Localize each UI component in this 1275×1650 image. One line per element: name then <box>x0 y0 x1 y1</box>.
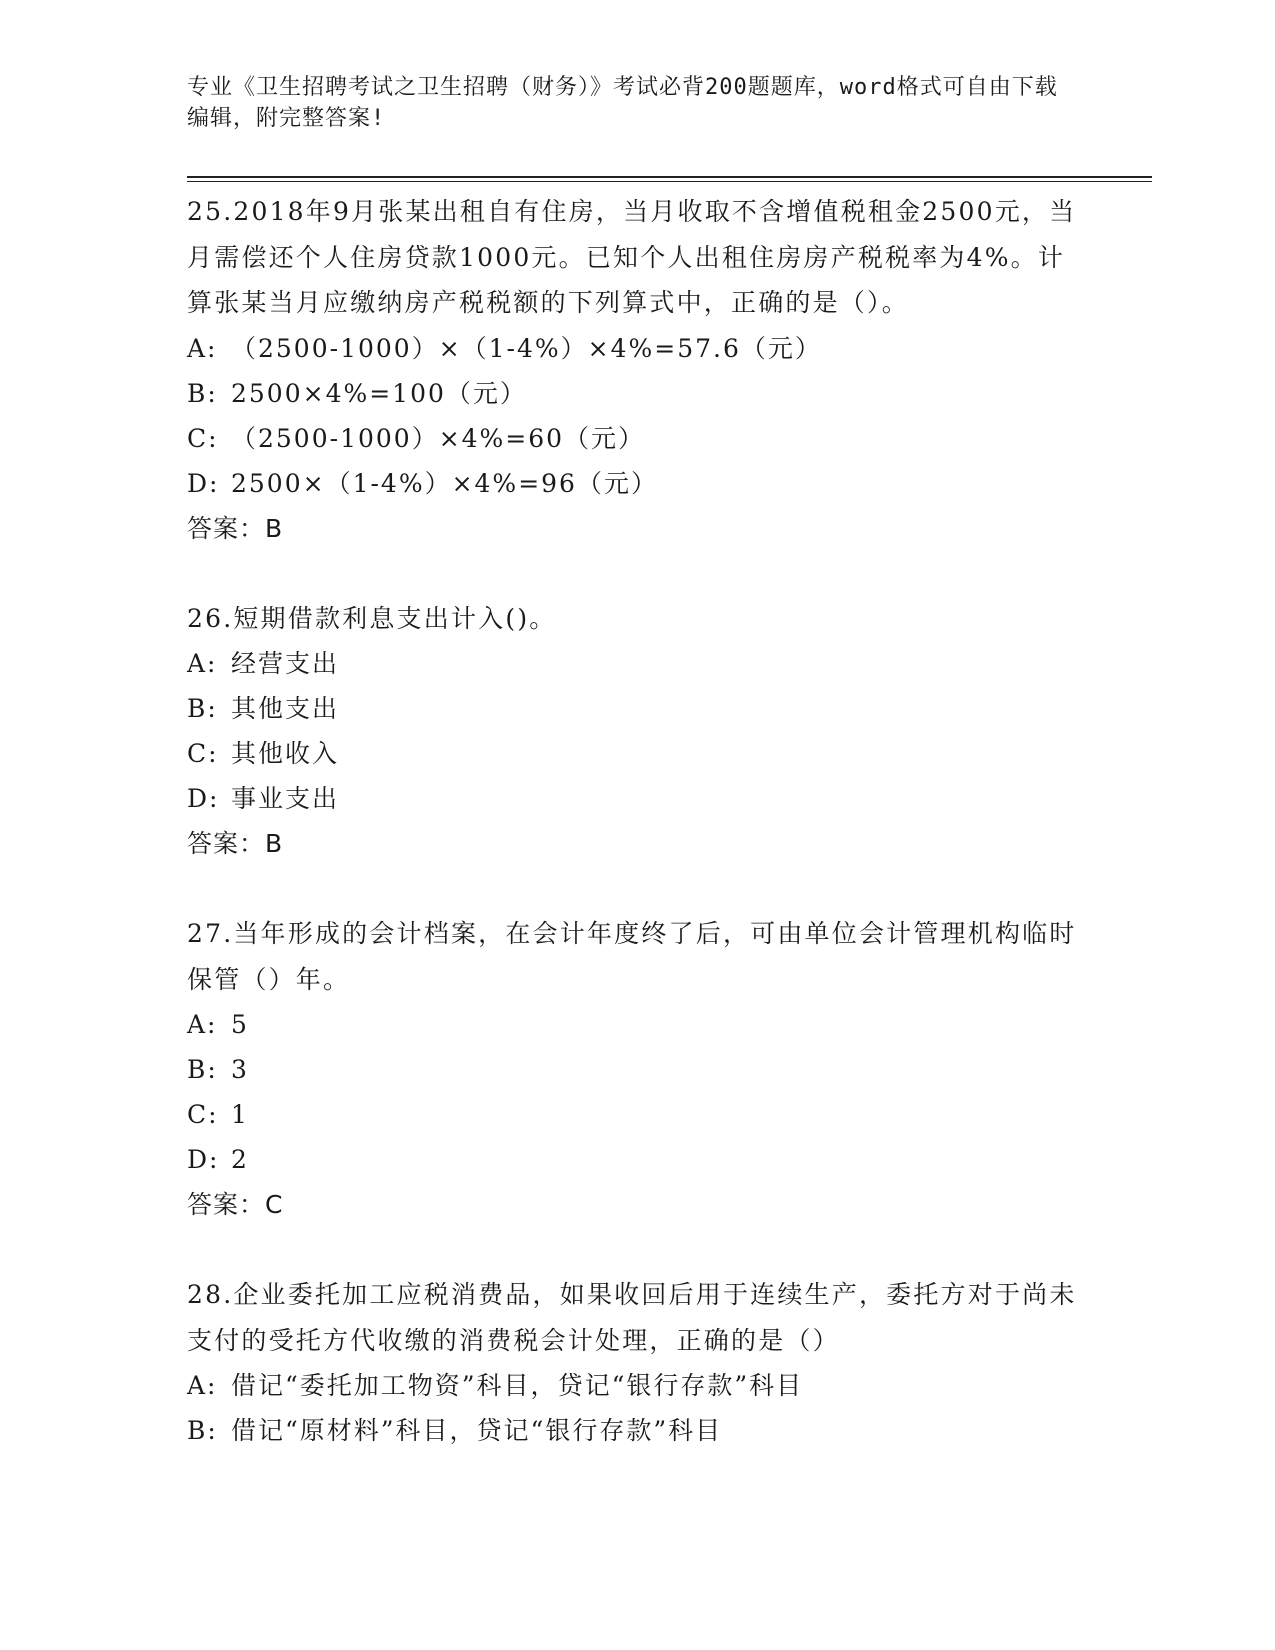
option-a <box>187 1002 1087 1047</box>
answer-line: 答案：C <box>187 1190 284 1219</box>
option-a <box>187 326 1087 371</box>
option-text: 事业支出 <box>231 784 340 813</box>
option-text: 借记“原材料”科目，贷记“银行存款”科目 <box>231 1416 723 1445</box>
option-text: 5 <box>231 1010 249 1039</box>
question-stem: 28.企业委托加工应税消费品，如果收回后用于连续生产，委托方对于尚未支付的受托方代收缴的消费税会计处理，正确的是（） <box>187 1280 1077 1355</box>
option-d <box>187 776 1087 821</box>
option-text: 借记“委托加工物资”科目，贷记“银行存款”科目 <box>231 1371 804 1400</box>
option-d <box>187 1137 1087 1182</box>
option-text: 其他收入 <box>231 739 340 768</box>
option-text: （2500-1000）×4%=60（元） <box>231 423 646 453</box>
option-label: A: <box>187 333 218 363</box>
option-label: A: <box>187 1010 218 1039</box>
option-label: A: <box>187 649 218 678</box>
option-label: B: <box>187 694 218 723</box>
question-stem: 27.当年形成的会计档案，在会计年度终了后，可由单位会计管理机构临时保管（）年。 <box>187 919 1077 994</box>
option-label: C: <box>187 1100 219 1129</box>
question-26 <box>187 596 1087 867</box>
option-label: A: <box>187 1371 218 1400</box>
option-c <box>187 1092 1087 1137</box>
option-a <box>187 641 1087 686</box>
option-text: 经营支出 <box>231 649 340 678</box>
option-text: 3 <box>231 1055 249 1084</box>
option-c <box>187 416 1087 461</box>
question-27 <box>187 911 1087 1227</box>
option-text: 1 <box>231 1100 249 1129</box>
option-label: C: <box>187 739 219 768</box>
option-label: B: <box>187 378 218 408</box>
question-stem: 26.短期借款利息支出计入()。 <box>187 603 557 633</box>
option-d <box>187 461 1087 506</box>
answer-line: 答案：B <box>187 829 284 858</box>
answer-line: 答案：B <box>187 513 284 543</box>
option-text: 2500×4%=100（元） <box>231 378 527 408</box>
option-label: D: <box>187 1145 220 1174</box>
option-c <box>187 731 1087 776</box>
question-list <box>187 189 1087 1453</box>
header-divider-thick <box>187 176 1152 178</box>
option-text: （2500-1000）×（1-4%）×4%=57.6（元） <box>231 333 822 363</box>
option-b <box>187 371 1087 416</box>
question-28 <box>187 1272 1087 1453</box>
option-text: 2 <box>231 1145 249 1174</box>
question-stem: 25.2018年9月张某出租自有住房，当月收取不含增值税租金2500元，当月需偿还个人住房贷款1000元。已知个人出租住房房产税税率为4%。计算张某当月应缴纳房产税税额的下列算式中，正确的是（）。 <box>187 197 1077 317</box>
header-divider-thin <box>187 181 1152 182</box>
option-a <box>187 1363 1087 1408</box>
option-b <box>187 1408 1087 1453</box>
option-b <box>187 686 1087 731</box>
option-label: B: <box>187 1055 218 1084</box>
option-text: 2500×（1-4%）×4%=96（元） <box>231 468 658 498</box>
question-25 <box>187 189 1087 551</box>
option-b <box>187 1047 1087 1092</box>
document-header: 专业《卫生招聘考试之卫生招聘（财务）》考试必背200题题库，word格式可自由下载编辑，附完整答案! <box>187 75 1058 131</box>
option-label: D: <box>187 468 220 498</box>
option-label: B: <box>187 1416 218 1445</box>
option-text: 其他支出 <box>231 694 340 723</box>
option-label: C: <box>187 423 219 453</box>
option-label: D: <box>187 784 220 813</box>
